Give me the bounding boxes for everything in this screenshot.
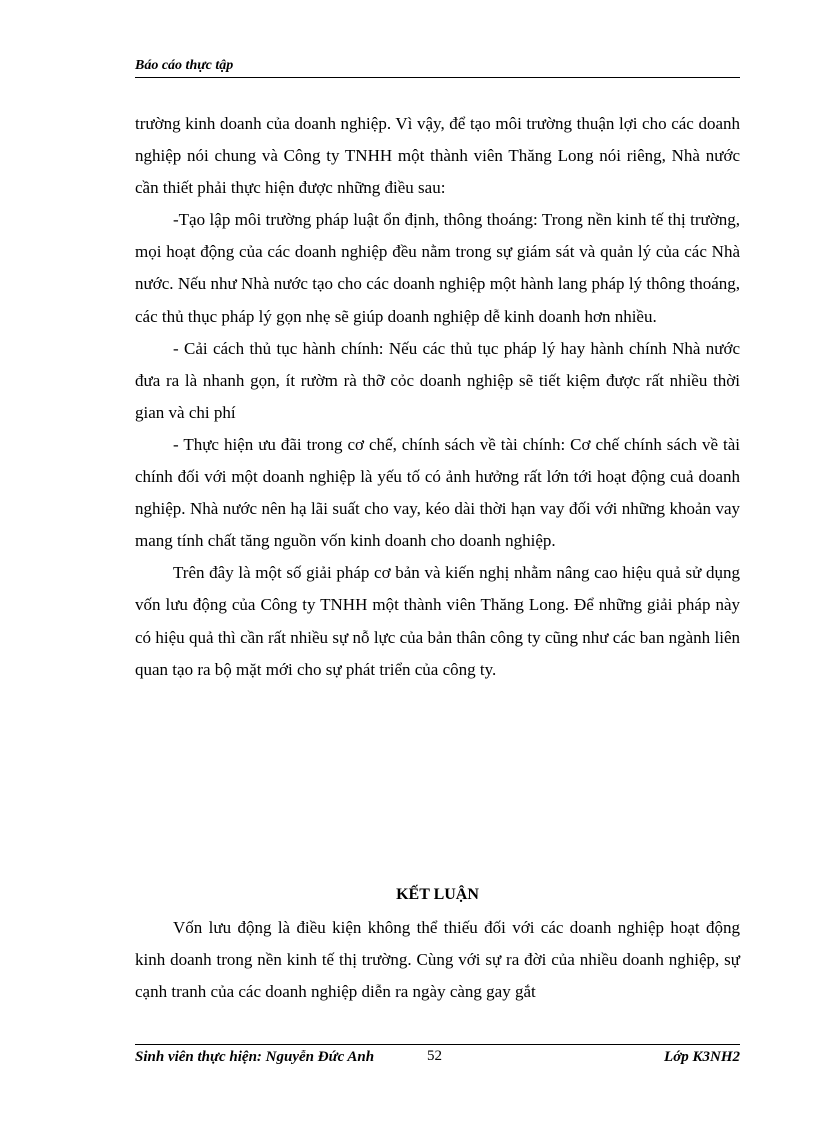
- paragraph-administrative-reform: - Cải cách thủ tục hành chính: Nếu các thủ tục pháp lý hay hành chính Nhà nước đưa ra là nhanh gọn, ít rườm rà thỡ cỏc doanh nghiệp sẽ tiết kiệm được rất nhiều thời gian và chi phí: [135, 338, 740, 422]
- paragraph-summary: Trên đây là một số giải pháp cơ bản và kiến nghị nhằm nâng cao hiệu quả sử dụng vốn lưu động của Công ty TNHH một thành viên Thăng Long. Để những giải pháp này có hiệu quả thì cần rất nhiều sự nỗ lực của bản thân công ty cũng như các ban ngành liên quan tạo ra bộ mặt mới cho sự phát triển của công ty.: [135, 563, 740, 679]
- paragraph-legal-environment: -Tạo lập môi trường pháp luật ổn định, thông thoáng: Trong nền kinh tế thị trường, mọi hoạt động của các doanh nghiệp đều nằm trong sự giám sát và quản lý của các Nhà nước. Nếu như Nhà nước tạo cho các doanh nghiệp một hành lang pháp lý thông thoáng, các thủ thục pháp lý gọn nhẹ sẽ giúp doanh nghiệp dễ kinh doanh hơn nhiều.: [135, 210, 740, 326]
- paragraph-intro: trường kinh doanh của doanh nghiệp. Vì vậy, để tạo môi trường thuận lợi cho các doanh nghiệp nói chung và Công ty TNHH một thành viên Thăng Long nói riêng, Nhà nước cần thiết phải thực hiện được những điều sau:: [135, 114, 740, 198]
- page-number: 52: [427, 1048, 442, 1064]
- footer-student: Sinh viên thực hiện: Nguyễn Đức Anh: [135, 1049, 375, 1065]
- footer-class: Lớp K3NH2: [664, 1049, 740, 1065]
- conclusion-text: [135, 912, 740, 1008]
- header-rule: [135, 77, 740, 78]
- paragraph-financial-incentives: - Thực hiện ưu đãi trong cơ chế, chính sách về tài chính: Cơ chế chính sách về tài chính đối với một doanh nghiệp là yếu tố có ảnh hưởng rất lớn tới hoạt động cuả doanh nghiệp. Nhà nước nên hạ lãi suất cho vay, kéo dài thời hạn vay đối với những khoản vay mang tính chất tăng nguồn vốn kinh doanh cho doanh nghiệp.: [135, 434, 740, 551]
- body-text: [135, 108, 740, 686]
- conclusion-paragraph: Vốn lưu động là điều kiện không thể thiếu đối với các doanh nghiệp hoạt động kinh doanh trong nền kinh tế thị trường. Cùng với sự ra đời của nhiều doanh nghiệp, sự cạnh tranh của các doanh nghiệp diễn ra ngày càng gay gắt: [135, 918, 740, 1002]
- header-title: Báo cáo thực tập: [135, 58, 234, 73]
- footer-rule: [135, 1044, 740, 1045]
- conclusion-title: KẾT LUẬN: [396, 886, 479, 903]
